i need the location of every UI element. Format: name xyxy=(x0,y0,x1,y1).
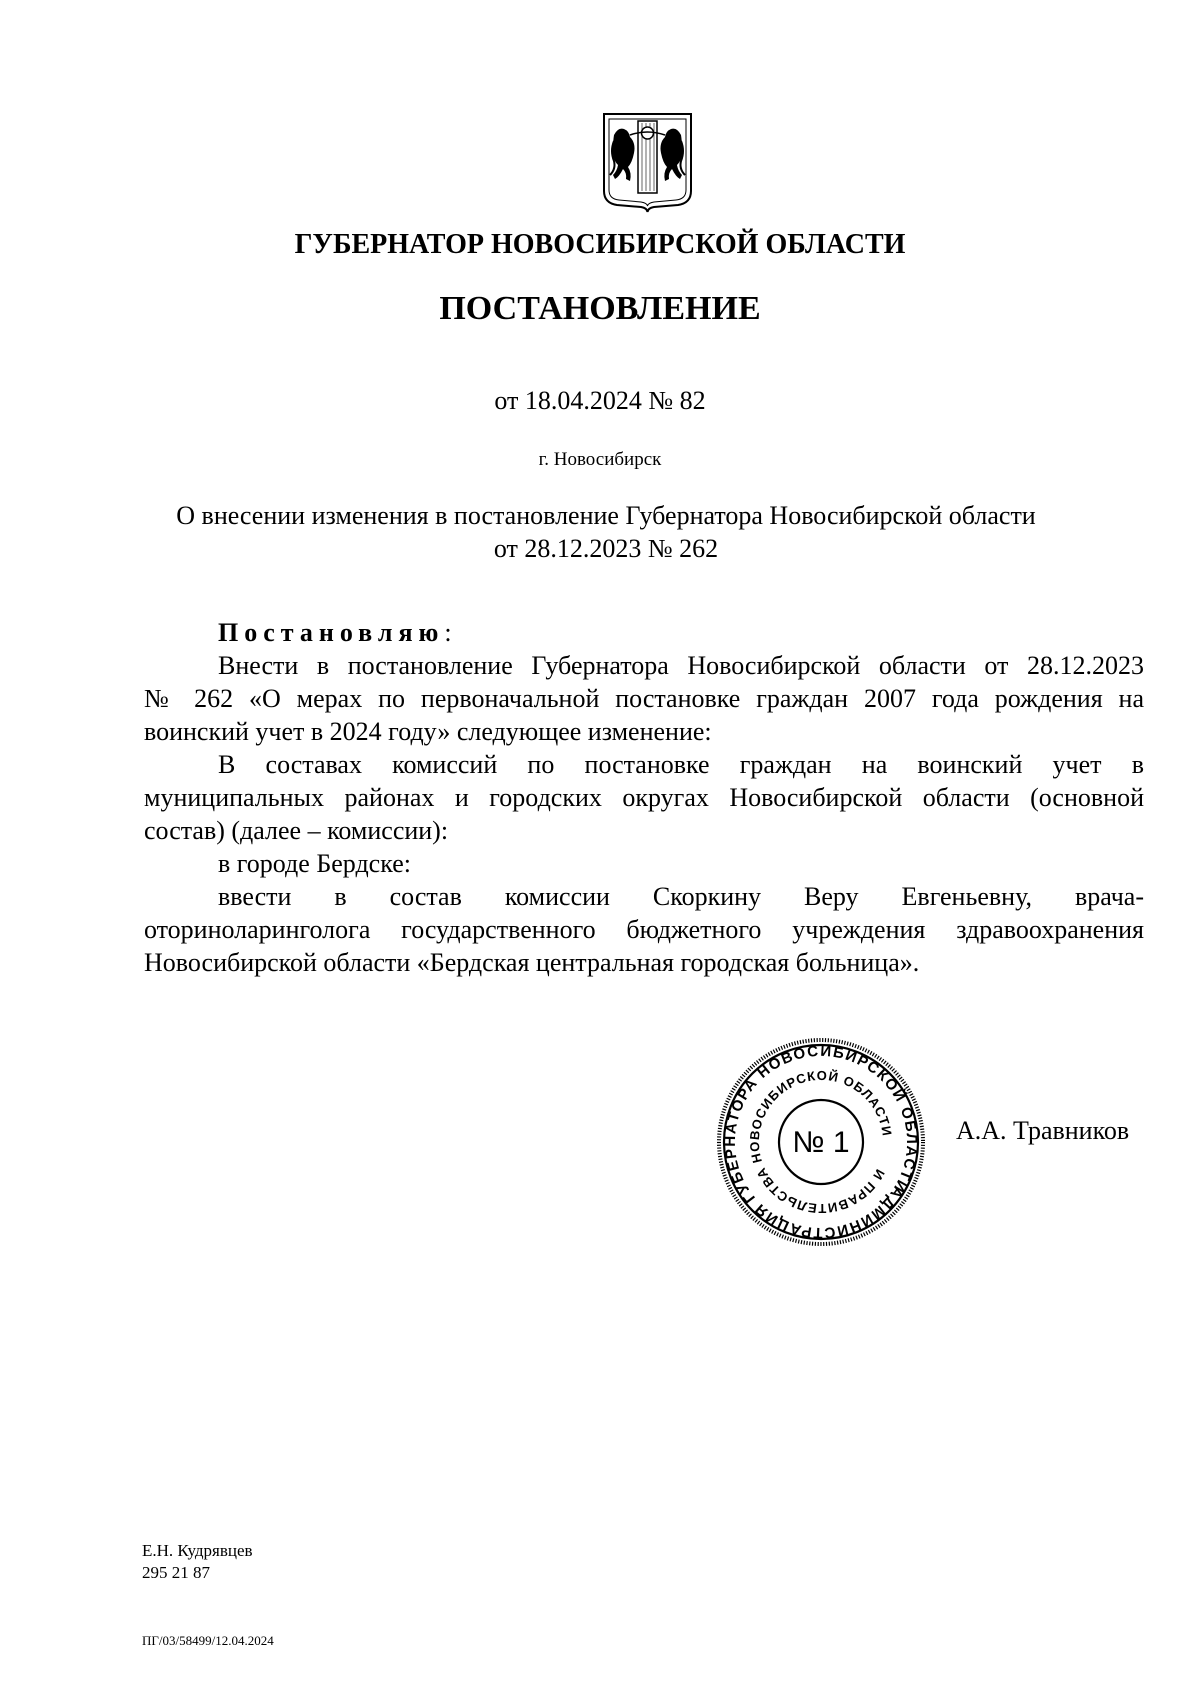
decree-colon: : xyxy=(444,618,452,647)
decree-word: Постановляю xyxy=(218,618,445,647)
executor-name: Е.Н. Кудрявцев xyxy=(142,1541,253,1560)
paragraph-1-line-3: воинский учет в 2024 году» следующее изменение: xyxy=(144,717,712,746)
executor-phone: 295 21 87 xyxy=(142,1563,210,1582)
paragraph-2-line-3: состав) (далее – комиссии): xyxy=(144,816,449,845)
seal-inner-text: И ПРАВИТЕЛЬСТВА НОВОСИБИРСКОЙ ОБЛАСТИ xyxy=(746,1067,895,1217)
paragraph-2-line-2: муниципальных районах и городских округах Новосибирской области (основной xyxy=(144,783,1144,812)
coat-of-arms-icon xyxy=(600,111,695,213)
decree-heading xyxy=(218,616,818,649)
issuer-title: ГУБЕРНАТОР НОВОСИБИРСКОЙ ОБЛАСТИ xyxy=(294,229,906,260)
official-seal xyxy=(716,1037,926,1247)
seal-outer-text: АДМИНИСТРАЦИЯ ГУБЕРНАТОРА НОВОСИБИРСКОЙ ОБЛАСТИ xyxy=(721,1042,921,1242)
document-date-number: от 18.04.2024 № 82 xyxy=(494,386,706,415)
document-type-title: ПОСТАНОВЛЕНИЕ xyxy=(439,290,761,327)
registration-code: ПГ/03/58499/12.04.2024 xyxy=(142,1633,274,1648)
subject-line-1: О внесении изменения в постановление Губернатора Новосибирской области xyxy=(176,501,1036,530)
signatory-name: А.А. Травников xyxy=(956,1116,1130,1145)
paragraph-1-line-1: Внести в постановление Губернатора Новосибирской области от 28.12.2023 xyxy=(218,651,1144,680)
seal-number: № 1 xyxy=(792,1126,850,1159)
paragraph-4-line-1: ввести в состав комиссии Скоркину Веру Евгеньевну, врача- xyxy=(218,882,1144,911)
subject-line-2: от 28.12.2023 № 262 xyxy=(493,534,719,563)
paragraph-1 xyxy=(144,649,1144,748)
paragraph-2-line-1: В составах комиссий по постановке граждан на воинский учет в xyxy=(218,750,1144,779)
document-city: г. Новосибирск xyxy=(538,449,662,470)
paragraph-4-line-3: Новосибирской области «Бердская центральная городская больница». xyxy=(144,948,920,977)
paragraph-2 xyxy=(144,748,1144,847)
paragraph-1-line-2: № 262 «О мерах по первоначальной постановке граждан 2007 года рождения на xyxy=(144,684,1144,713)
paragraph-4-line-2: оториноларинголога государственного бюджетного учреждения здравоохранения xyxy=(144,915,1144,944)
paragraph-3: в городе Бердске: xyxy=(218,849,411,878)
paragraph-4 xyxy=(144,880,1144,979)
